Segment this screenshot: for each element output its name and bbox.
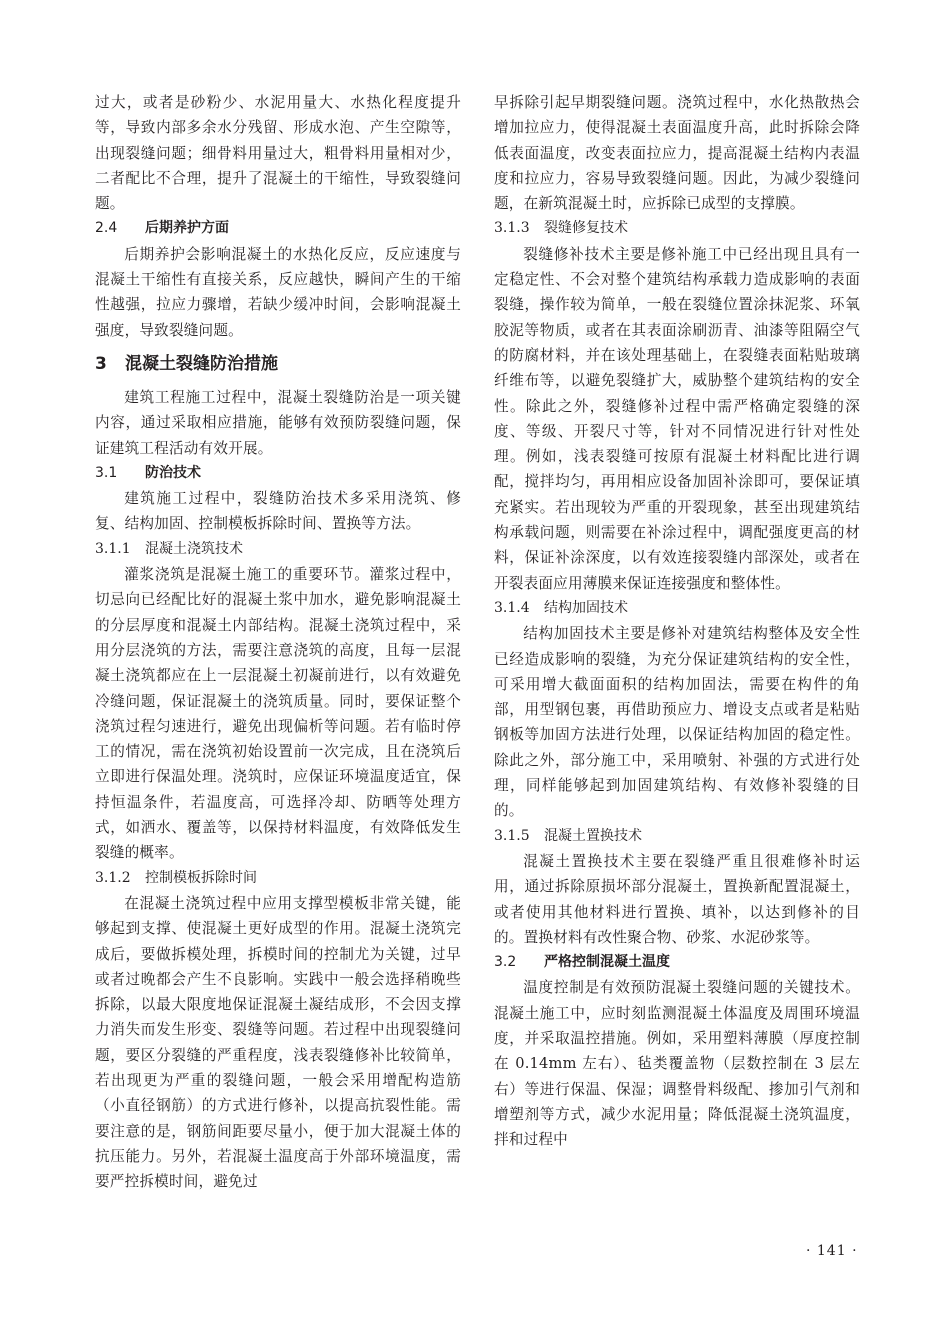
section-title: 控制模板拆除时间 xyxy=(145,869,257,886)
paragraph: 过大，或者是砂粉少、水泥用量大、水热化程度提升等，导致内部多余水分残留、形成水泡、产生空隙等，出现裂缝问题；细骨料用量过大，粗骨料用量相对少，二者配比不合理，提升了混凝土的干缩性，导致裂缝问题。 xyxy=(95,94,461,213)
paragraph: 结构加固技术主要是修补对建筑结构整体及安全性已经造成影响的裂缝，为充分保证建筑结构的安全性，可采用增大截面面积的结构加固法，需要在构件的角部，用型钢包裹，再借助预应力、增设支点或者是粘贴钢板等加固方法进行处理，以保证结构加固的稳定性。除此之外，部分施工中，采用喷射、补强的方式进行处理，同样能够起到加固建筑结构、有效修补裂缝的目的。 xyxy=(494,625,860,820)
section-number: 3.2 xyxy=(494,954,517,971)
paragraph: 建筑工程施工过程中，混凝土裂缝防治是一项关键内容，通过采取相应措施，能够有效预防裂缝问题，保证建筑工程活动有效开展。 xyxy=(95,388,461,457)
section-number: 3.1 xyxy=(95,464,118,481)
left-column xyxy=(95,90,461,1194)
section-number: 3.1.2 xyxy=(95,869,131,886)
section-heading-3 xyxy=(95,351,461,377)
section-heading-3-2 xyxy=(494,950,860,975)
section-title: 混凝土裂缝防治措施 xyxy=(125,353,278,374)
paragraph: 灌浆浇筑是混凝土施工的重要环节。灌浆过程中，切忌向已经配比好的混凝土浆中加水，避免影响混凝土的分层厚度和混凝土内部结构。混凝土浇筑过程中，采用分层浇筑的方法，需要注意浇筑的高度，且每一层混凝土浇筑都应在上一层混凝土初凝前进行，以有效避免冷缝问题，保证混凝土的浇筑质量。同时，要保证整个浇筑过程匀速进行，避免出现偏析等问题。若有临时停工的情况，需在浇筑初始设置前一次完成，且在浇筑后立即进行保温处理。浇筑时，应保证环境温度适宜，保持恒温条件，若温度高，可选择冷却、防晒等处理方式，如洒水、覆盖等，以保持材料温度，有效降低发生裂缝的概率。 xyxy=(95,566,461,862)
section-title: 防治技术 xyxy=(145,464,201,481)
section-number: 2.4 xyxy=(95,220,118,237)
section-heading-3-1-3 xyxy=(494,216,860,241)
section-heading-2-4 xyxy=(95,216,461,241)
paragraph: 混凝土置换技术主要在裂缝严重且很难修补时运用，通过拆除原损坏部分混凝土，置换新配置混凝土，或者使用其他材料进行置换、填补，以达到修补的目的。置换材料有改性聚合物、砂浆、水泥砂浆等。 xyxy=(494,852,860,946)
right-column xyxy=(494,90,860,1152)
paragraph: 裂缝修补技术主要是修补施工中已经出现且具有一定稳定性、不会对整个建筑结构承载力造成影响的表面裂缝，操作较为简单，一般在裂缝位置涂抹泥浆、环氧胶泥等物质，或者在其表面涂刷沥青、油漆等阻隔空气的防腐材料，并在该处理基础上，在裂缝表面粘贴玻璃纤维布等，以避免裂缝扩大，威胁整个建筑结构的安全性。除此之外，裂缝修补过程中需严格确定裂缝的深度、等级、开裂尺寸等，针对不同情况进行针对性处理。例如，浅表裂缝可按原有混凝土材料配比进行调配，搅拌均匀，再用相应设备加固补涂即可，要保证填充紧实。若出现较为严重的开裂现象，甚至出现建筑结构承载问题，则需要在补涂过程中，调配强度更高的材料，保证补涂深度，以有效连接裂缝内部深处，或者在开裂表面应用薄膜来保证连接强度和整体性。 xyxy=(494,245,860,592)
section-heading-3-1-5 xyxy=(494,824,860,849)
section-title: 后期养护方面 xyxy=(145,220,229,237)
paragraph: 建筑施工过程中，裂缝防治技术多采用浇筑、修复、结构加固、控制模板拆除时间、置换等方法。 xyxy=(95,490,461,533)
section-title: 裂缝修复技术 xyxy=(544,220,628,237)
section-number: 3.1.5 xyxy=(494,827,530,844)
paragraph: 后期养护会影响混凝土的水热化反应，反应速度与混凝土干缩性有直接关系，反应越快，瞬间产生的干缩性越强，拉应力骤增，若缺少缓冲时间，会影响混凝土强度，导致裂缝问题。 xyxy=(95,245,461,339)
page-number: · 141 · xyxy=(806,1243,858,1259)
section-number: 3.1.3 xyxy=(494,220,530,237)
section-number: 3.1.1 xyxy=(95,540,131,557)
section-title: 混凝土浇筑技术 xyxy=(145,540,243,557)
paragraph: 在混凝土浇筑过程中应用支撑型模板非常关键，能够起到支撑、使混凝土更好成型的作用。混凝土浇筑完成后，要做拆模处理，拆模时间的控制尤为关键，过早或者过晚都会产生不良影响。实践中一般会选择稍晚些拆除，以最大限度地保证混凝土凝结成形，不会因支撑力消失而发生形变、裂缝等问题。若过程中出现裂缝问题，要区分裂缝的严重程度，浅表裂缝修补比较简单，若出现更为严重的裂缝问题，一般会采用增配构造筋（小直径钢筋）的方式进行修补，以提高抗裂性能。需要注意的是，钢筋间距要尽量小，便于加大混凝土体的抗压能力。另外，若混凝土温度高于外部环境温度，需要严控拆模时间，避免过 xyxy=(95,894,461,1191)
section-heading-3-1-1 xyxy=(95,537,461,562)
section-heading-3-1 xyxy=(95,461,461,486)
section-title: 结构加固技术 xyxy=(544,599,628,616)
section-title: 严格控制混凝土温度 xyxy=(544,954,670,971)
section-number: 3.1.4 xyxy=(494,599,530,616)
paragraph: 温度控制是有效预防混凝土裂缝问题的关键技术。混凝土施工中，应时刻监测混凝土体温度及周围环境温度，并采取温控措施。例如，采用塑料薄膜（厚度控制在 0.14mm 左右）、毡类覆盖物（层数控制在 3 层左右）等进行保温、保湿；调整骨料级配、掺加引气剂和增塑剂等方式，减少水泥用量；降低混凝土浇筑温度，拌和过程中 xyxy=(494,979,860,1149)
paragraph: 早拆除引起早期裂缝问题。浇筑过程中，水化热散热会增加拉应力，使得混凝土表面温度升高，此时拆除会降低表面温度，改变表面拉应力，提高混凝土结构内表温度和拉应力，容易导致裂缝问题。因此，为减少裂缝问题，在新筑混凝土时，应拆除已成型的支撑膜。 xyxy=(494,94,860,213)
section-heading-3-1-4 xyxy=(494,596,860,621)
section-title: 混凝土置换技术 xyxy=(544,827,642,844)
section-number: 3 xyxy=(95,353,107,374)
section-heading-3-1-2 xyxy=(95,866,461,891)
